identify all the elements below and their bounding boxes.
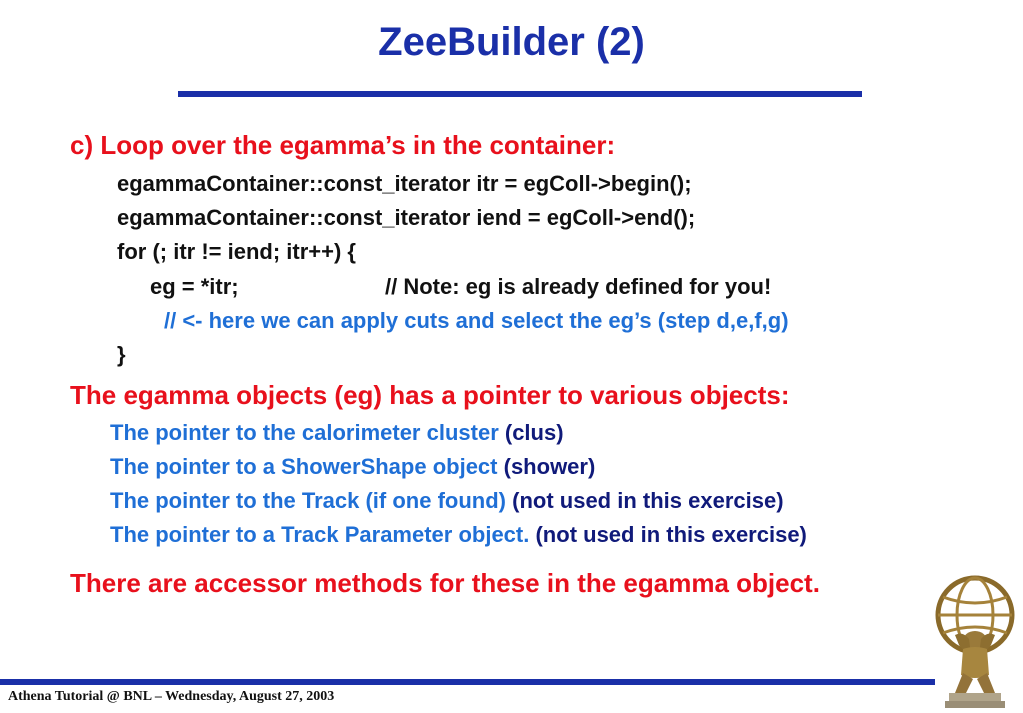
pointer-item xyxy=(110,420,564,446)
atlas-statue-icon xyxy=(925,575,1023,708)
heading-pointers: The egamma objects (eg) has a pointer to various objects: xyxy=(70,380,790,410)
pointer-note: (not used in this exercise) xyxy=(512,488,784,513)
pointer-item xyxy=(110,454,595,480)
pointer-item xyxy=(110,488,784,514)
heading-accessor: There are accessor methods for these in the egamma object. xyxy=(70,568,820,598)
code-comment-5: // <- here we can apply cuts and select the eg’s (step d,e,f,g) xyxy=(164,308,789,333)
pointer-note: (clus) xyxy=(504,420,564,445)
pointer-item xyxy=(110,522,807,548)
pointer-text: The pointer to the calorimeter cluster xyxy=(110,420,499,445)
pointer-note: (not used in this exercise) xyxy=(535,522,807,547)
code-line-4: eg = *itr; xyxy=(150,274,239,299)
footer-text: Athena Tutorial @ BNL – Wednesday, August 27, 2003 xyxy=(8,689,335,704)
heading-loop: c) Loop over the egamma’s in the container: xyxy=(70,130,616,160)
pointer-note: (shower) xyxy=(503,454,596,479)
slide-title: ZeeBuilder (2) xyxy=(378,20,645,64)
footer-rule xyxy=(0,679,935,685)
code-line-3: for (; itr != iend; itr++) { xyxy=(117,239,356,264)
pointer-text: The pointer to the Track (if one found) xyxy=(110,488,506,513)
code-line-6: } xyxy=(117,342,126,367)
pointer-text: The pointer to a ShowerShape object xyxy=(110,454,498,479)
code-line-2: egammaContainer::const_iterator iend = egColl->end(); xyxy=(117,205,696,230)
pointer-text: The pointer to a Track Parameter object. xyxy=(110,522,530,547)
code-comment-4: // Note: eg is already defined for you! xyxy=(385,274,772,299)
code-line-1: egammaContainer::const_iterator itr = egColl->begin(); xyxy=(117,171,692,196)
title-underline xyxy=(178,91,862,97)
